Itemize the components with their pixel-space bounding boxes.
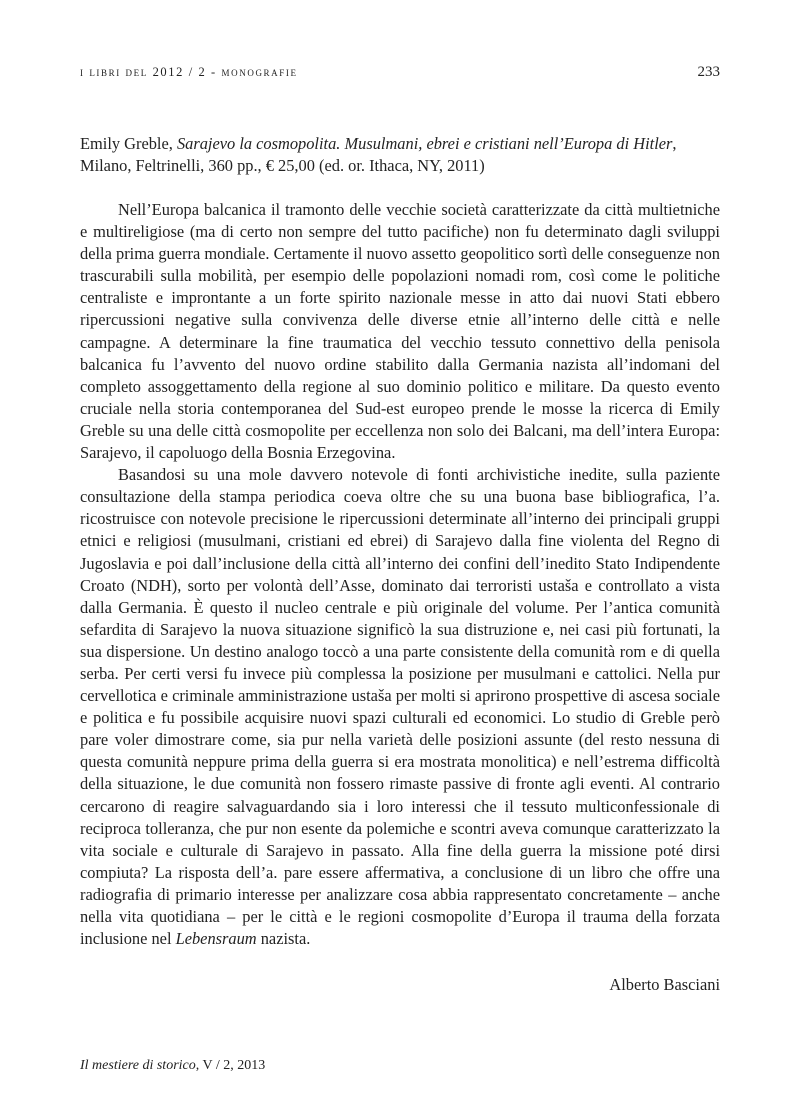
paragraph-2-italic: Lebensraum <box>175 929 257 949</box>
review-body <box>80 199 720 950</box>
citation-author: Emily Greble, <box>80 134 177 153</box>
citation-details: , Milano, Feltrinelli, 360 pp., € 25,00 (ed. or. Ithaca, NY, 2011) <box>80 134 677 175</box>
page-footer <box>80 1058 265 1074</box>
review-author: Alberto Basciani <box>609 975 720 994</box>
paragraph-2-main: Basandosi su una mole davvero notevole di fonti archivistiche inedite, sulla paziente consultazione della stampa periodica coeva oltre che su una buona base bibliografica, l’a. ricostruisce con notevole precisione le ripercussioni determinate all’interno dei principali gruppi etnici e religiosi (musulmani, cristiani ed ebrei) di Sarajevo dalla fine violenta del Regno di Jugoslavia e poi dall’inclusione della città all’interno dei confini dell’inedito Stato Indipendente Croato (NDH), sorto per volontà dell’Asse, dominato dai terroristi ustaša e controllato a vista dalla Germania. È questo il nucleo centrale e più originale del volume. Per l’antica comunità sefardita di Sarajevo la nuova situazione significò la sua distruzione e, nei casi più fortunati, la sua dispersione. Un destino analogo toccò a una parte consistente della comunità rom e di quella serba. Per certi versi fu invece più complessa la posizione per musulmani e cattolici. Nella pur cervellotica e criminale amministrazione ustaša per molti si aprirono prospettive di ascesa sociale e politica e fu possibile acquisire nuovi spazi culturali ed economici. Lo studio di Greble però pare voler dimostrare come, sia pur nella varietà delle posizioni assunte (del resto nessuna di questa comunità neppure prima della guerra si era mostrata monolitica) e nell’estrema difficoltà della situazione, le due comunità non fossero rimaste passive di fronte agli eventi. Al contrario cercarono di reagire salvaguardando sia i loro interessi che il tessuto multiconfessionale di reciproca tolleranza, che pur non esente da polemiche e scontri aveva comunque caratterizzato la vita sociale e culturale di Sarajevo in passato. Alla fine della guerra la missione poté dirsi compiuta? La risposta dell’a. pare essere affermativa, a conclusione di un libro che offre una radiografia di primario interesse per analizzare cosa abbia rappresentato concretamente – anche nella vita quotidiana – per le città e le regioni cosmopolite d’Europa il trauma della forzata inclusione nel <box>80 465 720 949</box>
running-head: i libri del 2012 / 2 - monografie <box>80 65 298 79</box>
journal-name: Il mestiere di storico <box>80 1058 196 1073</box>
paragraph-2-end: nazista. <box>256 929 311 949</box>
page-header <box>80 64 720 81</box>
citation-title: Sarajevo la cosmopolita. Musulmani, ebrei e cristiani nell’Europa di Hitler <box>176 134 673 153</box>
journal-issue: , V / 2, 2013 <box>195 1058 266 1073</box>
page-number: 233 <box>697 64 720 80</box>
book-citation <box>80 133 720 177</box>
paragraph-2 <box>80 464 720 950</box>
paragraph-1: Nell’Europa balcanica il tramonto delle vecchie società caratterizzate da città multietniche e multireligiose (ma di certo non sempre del tutto pacifiche) non fu determinato dagli sviluppi della prima guerra mondiale. Certamente il nuovo assetto geopolitico sortì delle conseguenze non trascurabili sulla mobilità, per esempio delle popolazioni nomadi rom, così come le politiche centraliste e improntante a un forte spirito nazionale messe in atto dai nuovi Stati ebbero ripercussioni negative sulla convivenza delle diverse etnie all’interno delle città e nelle campagne. A determinare la fine traumatica del vecchio tessuto connettivo della penisola balcanica fu l’avvento del nuovo ordine stabilito dalla Germania nazista all’indomani del completo assoggettamento della regione al suo dominio politico e militare. Da questo evento cruciale nella storia contemporanea del Sud-est europeo prende le mosse la ricerca di Emily Greble su una delle città cosmopolite per eccellenza non solo dei Balcani, ma dell’intera Europa: Sarajevo, il capoluogo della Bosnia Erzegovina. <box>80 200 720 463</box>
